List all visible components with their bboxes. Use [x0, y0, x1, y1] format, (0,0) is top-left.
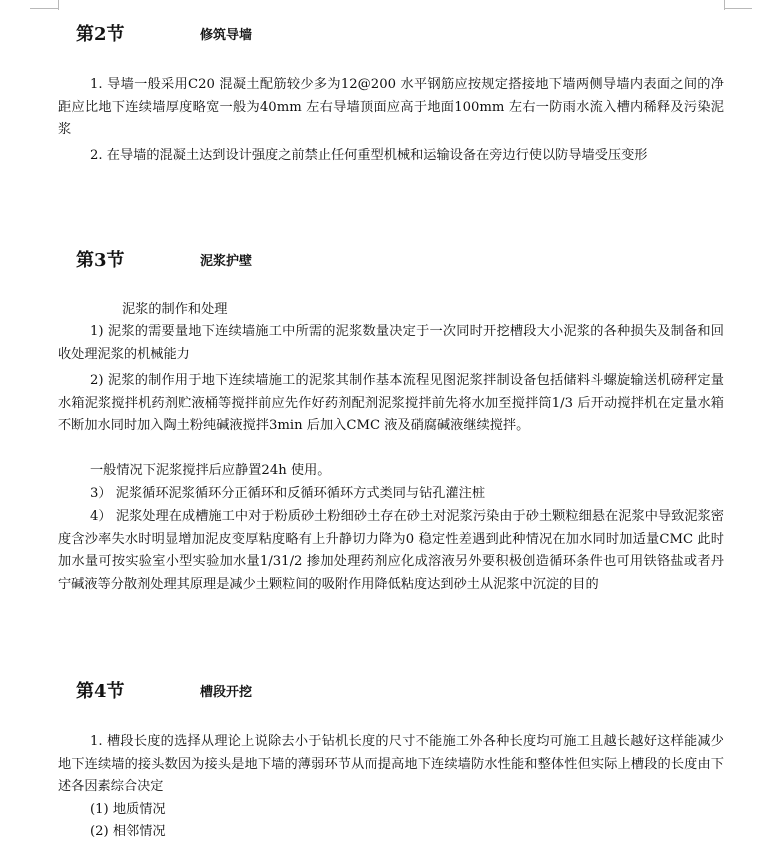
section-number: 第2节: [76, 24, 125, 45]
section-title: 修筑导墙: [200, 28, 253, 43]
section-number: 第3节: [76, 250, 125, 271]
section-title: 槽段开挖: [200, 685, 253, 700]
paragraph: 1. 导墙一般采用C20 混凝土配筋较少多为12@200 水平钢筋应按规定搭接地下墙两侧导墙内表面之间的净距应比地下连续墙厚度略宽一般为40mm 左右导墙顶面应高于地面100mm 左右一防雨水流入槽内稀释及污染泥浆: [58, 77, 724, 138]
list-item: (2) 相邻情况: [90, 824, 166, 839]
section-number: 第4节: [76, 681, 125, 702]
paragraph: 1) 泥浆的需要量地下连续墙施工中所需的泥浆数量决定于一次同时开挖槽段大小泥浆的各种损失及制备和回收处理泥浆的机械能力: [58, 324, 724, 362]
crop-mark-top-right: [724, 8, 752, 9]
list-item: (1) 地质情况: [90, 802, 166, 817]
paragraph: 2. 在导墙的混凝土达到设计强度之前禁止任何重型机械和运输设备在旁边行使以防导墙受压变形: [90, 148, 648, 163]
paragraph: 3） 泥浆循环泥浆循环分正循环和反循环循环方式类同与钻孔灌注桩: [90, 486, 486, 501]
paragraph: 4） 泥浆处理在成槽施工中对于粉质砂土粉细砂土存在砂土对泥浆污染由于砂土颗粒细悬在泥浆中导致泥浆密度含沙率失水时明显增加泥皮变厚粘度略有上升静切力降为0 稳定性差遇到此种情况在加水同时加适量CMC 此时加水量可按实验室小型实验加水量1/31/2 掺加处理药剂应化成溶液另外要积极创造循环条件也可用铁铬盐或者丹宁碱液等分散剂处理其原理是减少土颗粒间的吸附作用降低粘度达到砂土从泥浆中沉淀的目的: [58, 509, 724, 592]
subheading: 泥浆的制作和处理: [122, 302, 228, 317]
paragraph: 1. 槽段长度的选择从理论上说除去小于钻机长度的尺寸不能施工外各种长度均可施工且越长越好这样能减少地下连续墙的接头数因为接头是地下墙的薄弱环节从而提高地下连续墙防水性能和整体性但实际上槽段的长度由下述各因素综合决定: [58, 734, 724, 795]
paragraph: 一般情况下泥浆搅拌后应静置24h 使用。: [90, 463, 331, 478]
crop-mark-top-left: [30, 8, 58, 9]
crop-mark-top-right-vertical: [724, 0, 725, 10]
crop-mark-top-left-vertical: [58, 0, 59, 10]
section-title: 泥浆护壁: [200, 254, 253, 269]
paragraph: 2) 泥浆的制作用于地下连续墙施工的泥浆其制作基本流程见图泥浆拌制设备包括储料斗螺旋输送机磅秤定量水箱泥浆搅拌机药剂贮液桶等搅拌前应先作好药剂配剂泥浆搅拌前先将水加至搅拌筒1/3 后开动搅拌机在定量水箱不断加水同时加入陶土粉纯碱液搅拌3min 后加入CMC 液及硝腐碱液继续搅拌。: [58, 373, 724, 434]
